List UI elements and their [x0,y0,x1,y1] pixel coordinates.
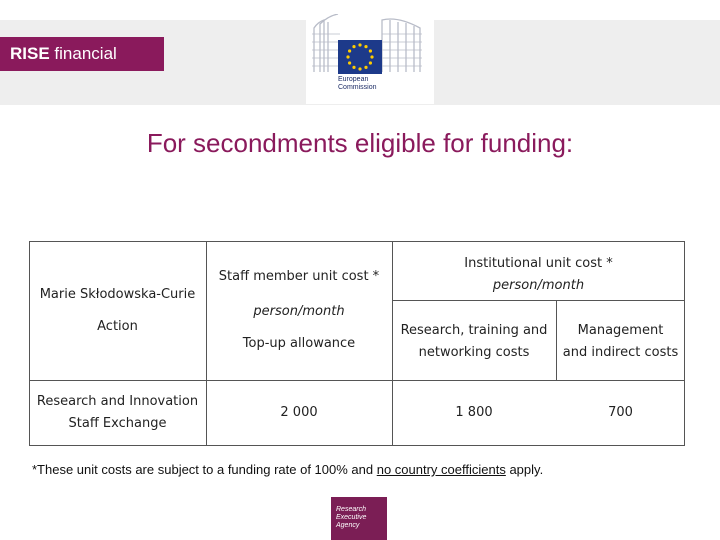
footnote-before: *These unit costs are subject to a funding rate of 100% and [32,462,377,477]
agency-line1: Research [336,506,366,513]
slide-title: For secondments eligible for funding: [146,128,574,158]
action-name [29,391,206,435]
action-name-line2: Staff Exchange [68,416,167,431]
commission-text-line1: European [338,76,369,83]
footnote [32,462,543,477]
row-header [29,284,206,338]
agency-line3: Agency [336,522,360,529]
inst-sub-management-line2: and indirect costs [562,345,679,360]
european-commission-text [338,76,377,92]
action-name-line1: Research and Innovation [36,394,199,409]
rise-tag-bold: RISE [10,44,50,63]
rise-tag-rest: financial [54,44,117,63]
inst-header-line1: Institutional unit cost * [464,256,613,271]
footnote-after: apply. [505,462,544,477]
staff-header-line1: Staff member unit cost * [218,269,380,284]
footnote-underlined: no country coefficients [376,462,506,477]
inst-sub-research-line1: Research, training and [400,323,548,338]
research-executive-agency-badge [331,497,387,540]
inst-sub-research-line2: networking costs [418,345,530,360]
row-header-line1: Marie Skłodowska-Curie [39,287,196,302]
agency-line2: Executive [336,514,367,521]
commission-text-line2: Commission [338,84,377,91]
inst-value-management: 700 [608,405,633,420]
inst-sub-management-line1: Management [577,323,664,338]
inst-value-research: 1 800 [455,405,493,420]
row-divider-main [29,380,685,381]
inst-header [392,253,685,297]
inst-sub-management [556,320,685,364]
row-divider-inst [392,300,685,301]
row-header-line2: Action [97,319,138,334]
staff-value: 2 000 [280,405,318,420]
inst-header-line2: person/month [492,278,585,293]
rise-financial-tag [0,37,164,71]
inst-sub-research [392,320,556,364]
staff-header [206,266,392,323]
staff-subheader: Top-up allowance [242,336,356,351]
european-commission-logo [310,14,430,76]
staff-header-line2: person/month [253,304,345,319]
